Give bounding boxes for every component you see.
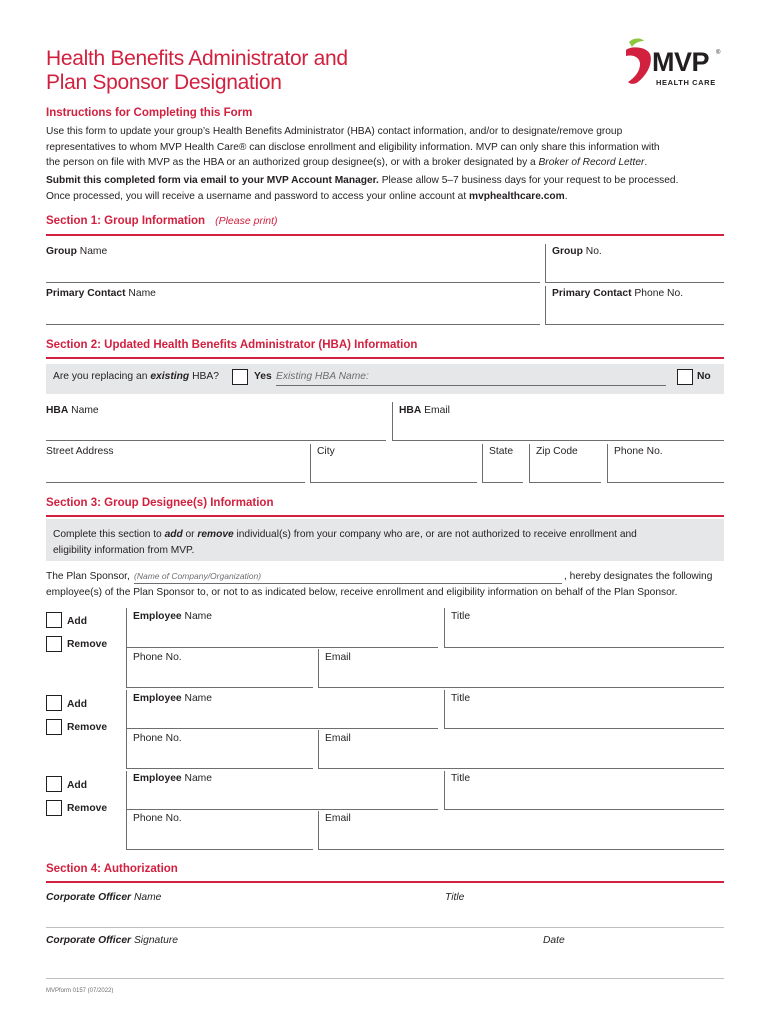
add-label: Add [67,699,88,710]
field-divider [310,444,311,483]
instructions-line [46,155,736,171]
primary-phone-field[interactable] [545,324,724,325]
mvp-logo [620,36,730,92]
title-line-1: Health Benefits Administrator and [46,47,348,70]
add-label: Add [67,616,88,627]
label-text: Name [125,288,156,299]
employee-name-label [133,693,212,704]
section-1-title [46,215,278,227]
plan-sponsor-line [46,571,130,582]
label-bold: Employee [133,693,182,704]
designee-3-name-field[interactable] [126,809,438,810]
section-4-divider [46,881,724,883]
label-text: Email [421,405,450,416]
label-bold: Primary Contact [552,288,632,299]
city-label: City [317,446,335,457]
company-name-field[interactable] [134,583,562,584]
zip-label: Zip Code [536,446,578,457]
instructions-paragraph [46,124,736,171]
instructions-heading: Instructions for Completing this Form [46,107,253,119]
field-divider [545,286,546,325]
field-divider [318,811,319,850]
email-label: Email [325,733,351,744]
field-divider [126,771,127,850]
date-label: Date [543,935,565,946]
field-divider [607,444,608,483]
instructions-line: representatives to whom MVP Health Care® can disclose enrollment and eligibility information. MVP can only share this information with [46,141,660,153]
question-emphasis: existing [150,371,190,382]
yes-checkbox[interactable] [232,369,248,385]
designee-1-email-field[interactable] [318,687,724,688]
field-divider [444,771,445,810]
officer-name-label [46,892,161,903]
label-text: No. [582,246,602,257]
processed-text: . [564,190,568,202]
designee-2-email-field[interactable] [318,768,724,769]
label-bold: Corporate Officer [46,935,132,946]
company-name-placeholder: (Name of Company/Organization) [134,571,262,581]
sponsor-text: The Plan Sponsor, [46,571,130,582]
label-bold: Corporate Officer [46,892,132,903]
officer-signature-label [46,935,178,946]
field-divider [482,444,483,483]
section-1-title-text: Section 1: Group Information [46,215,206,227]
designee-1-remove-checkbox[interactable] [46,636,62,652]
instructions-text: the person on file with MVP as the HBA or an authorized group designee(s), or with a broker designated by a [46,157,539,168]
field-divider [126,608,127,688]
no-checkbox[interactable] [677,369,693,385]
label-bold: Group [46,246,77,257]
title-line-2: Plan Sponsor Designation [46,71,282,94]
field-divider [444,608,445,648]
group-no-label [552,246,602,257]
label-bold: Group [552,246,583,257]
submit-paragraph [46,173,736,204]
designee-3-title-field[interactable] [444,809,724,810]
label-text: Name [181,773,212,784]
existing-hba-label: Existing HBA Name: [276,371,369,382]
phone-field[interactable] [607,482,724,483]
designee-2-add-checkbox[interactable] [46,695,62,711]
label-bold: Primary Contact [46,288,126,299]
designee-2-remove-checkbox[interactable] [46,719,62,735]
section-4-title: Section 4: Authorization [46,863,178,875]
designee-3-email-field[interactable] [318,849,724,850]
no-label: No [697,371,711,382]
submit-bold-text: Submit this completed form via email to your MVP Account Manager. [46,175,379,186]
email-label: Email [325,813,351,824]
designee-2-phone-field[interactable] [126,768,313,769]
processed-line [46,189,736,205]
title-label: Title [451,611,471,622]
logo-registered-mark: ® [716,50,721,56]
designee-instructions-line: eligibility information from MVP. [53,544,195,556]
question-text: HBA? [189,371,219,382]
broker-letter-text: Broker of Record Letter [538,157,645,168]
sponsor-designates-text: , hereby designates the following [564,571,713,582]
label-bold: HBA [46,405,69,416]
instructions-text: Complete this section to [53,529,165,540]
primary-contact-field[interactable] [46,324,540,325]
phone-label: Phone No. [133,813,182,824]
add-label: Add [67,780,88,791]
form-id: MVPform 0157 (07/2022) [46,988,114,994]
label-bold: Employee [133,773,182,784]
section-1-divider [46,234,724,236]
employee-name-label [133,611,212,622]
field-divider [318,649,319,688]
hba-email-label [399,405,450,416]
label-text: Name [181,693,212,704]
designee-2-name-field[interactable] [126,728,438,729]
field-divider [529,444,530,483]
phone-label: Phone No. [133,733,182,744]
remove-label: Remove [67,639,108,650]
designee-3-remove-checkbox[interactable] [46,800,62,816]
replace-hba-question [53,371,219,382]
remove-emphasis: remove [197,529,234,540]
label-text: Signature [131,935,179,946]
field-divider [392,402,393,441]
section-2-divider [46,357,724,359]
question-text: Are you replacing an [53,371,151,382]
label-text: Phone No. [631,288,684,299]
add-emphasis: add [164,529,183,540]
submit-text: Please allow 5–7 business days for your request to be processed. [378,175,679,186]
primary-phone-label [552,288,683,299]
logo-wordmark: MVP [652,47,710,77]
group-no-field[interactable] [545,282,724,283]
group-name-field[interactable] [46,282,540,283]
group-name-label [46,246,107,257]
designee-3-phone-field[interactable] [126,849,313,850]
label-bold: HBA [399,405,422,416]
hba-name-field[interactable] [46,440,386,441]
zip-field[interactable] [529,482,601,483]
designee-1-title-field[interactable] [444,647,724,648]
designee-instructions [53,527,717,558]
street-field[interactable] [46,482,305,483]
remove-label: Remove [67,803,108,814]
title-label: Title [451,693,471,704]
processed-text: Once processed, you will receive a username and password to access your online account at [46,190,470,202]
state-label: State [489,446,514,457]
designee-1-add-checkbox[interactable] [46,612,62,628]
street-label: Street Address [46,446,114,457]
field-divider [318,730,319,769]
instructions-text: or [182,529,198,540]
officer-name-title-field[interactable] [46,927,724,928]
hba-name-label [46,405,99,416]
designee-2-title-field[interactable] [444,728,724,729]
officer-title-label: Title [445,892,465,903]
phone-label: Phone No. [133,652,182,663]
designee-instructions-line [53,527,717,543]
section-2-title: Section 2: Updated Health Benefits Administrator (HBA) Information [46,339,418,351]
label-text: Name [181,611,212,622]
sponsor-line-2: employee(s) of the Plan Sponsor to, or not to as indicated below, receive enrollment and eligibility information on behalf of the Plan Sponsor. [46,587,678,598]
logo-subtitle: HEALTH CARE [656,78,716,87]
designee-1-name-field[interactable] [126,647,438,648]
instructions-line: Use this form to update your group’s Health Benefits Administrator (HBA) contact information, and/or to designate/remove group [46,126,623,137]
label-text: Name [68,405,99,416]
yes-label: Yes [254,371,272,382]
field-divider [545,244,546,283]
designee-1-phone-field[interactable] [126,687,313,688]
field-divider [126,690,127,769]
designee-3-add-checkbox[interactable] [46,776,62,792]
instructions-text: individual(s) from your company who are, or are not authorized to receive enrollment and [233,529,637,540]
email-label: Email [325,652,351,663]
instructions-text: . [644,157,648,168]
employee-name-label [133,773,212,784]
please-print-note: (Please print) [215,215,278,227]
hba-email-field[interactable] [392,440,724,441]
title-label: Title [451,773,471,784]
page-title [46,47,348,95]
label-bold: Employee [133,611,182,622]
label-text: Name [76,246,108,257]
section-3-title: Section 3: Group Designee(s) Information [46,497,274,509]
primary-contact-label [46,288,156,299]
remove-label: Remove [67,722,108,733]
label-text: Name [131,892,162,903]
signature-date-field[interactable] [46,978,724,979]
phone-label: Phone No. [614,446,663,457]
section-3-divider [46,515,724,517]
existing-hba-field[interactable] [276,385,666,386]
website-link[interactable]: mvphealthcare.com [469,190,565,202]
state-field[interactable] [482,482,523,483]
field-divider [444,690,445,729]
submit-line [46,173,736,189]
city-field[interactable] [310,482,477,483]
